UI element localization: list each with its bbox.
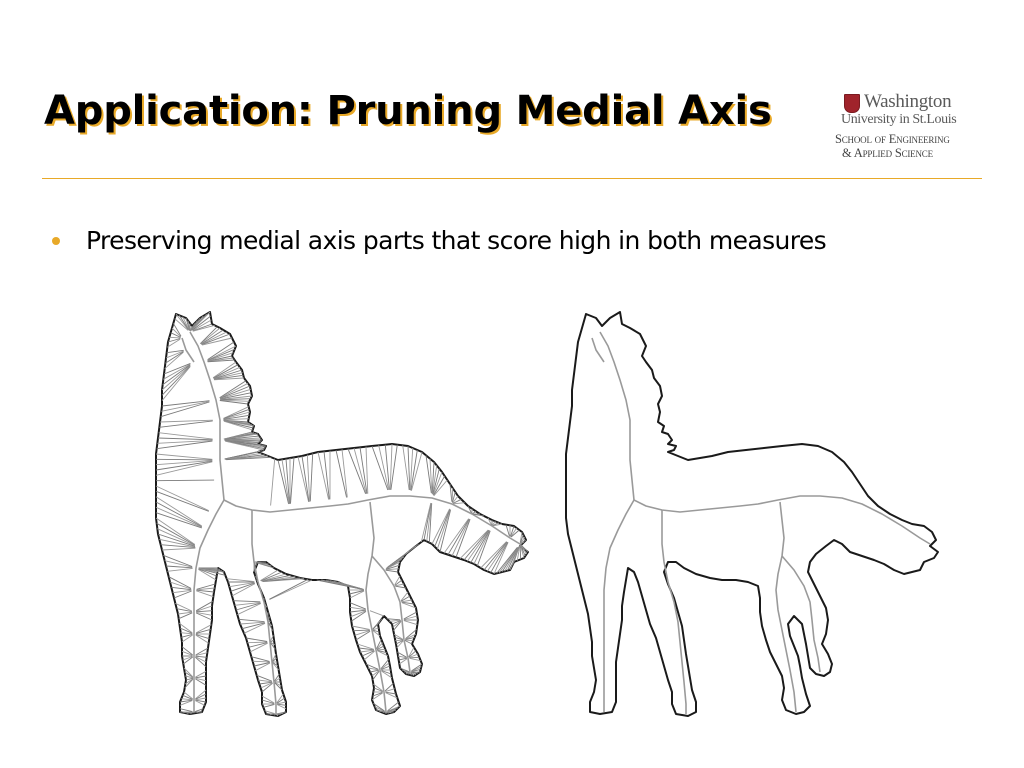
university-logo [830, 92, 990, 160]
medial-axis-spoke [452, 488, 453, 502]
medial-axis-branch [182, 338, 194, 362]
logo-line-university: University in St.Louis [841, 112, 957, 127]
medial-axis-spoke [161, 402, 210, 417]
medial-axis-spoke [156, 486, 209, 511]
medial-axis-lines [156, 312, 528, 716]
medial-axis-spoke [220, 383, 248, 398]
medial-axis-branch [776, 502, 796, 712]
medial-axis-spoke [348, 449, 366, 494]
slide-title: Application: Pruning Medial Axis [44, 88, 772, 134]
horse-pruned-medial-axis-image [550, 300, 950, 720]
medial-axis-spoke [156, 513, 202, 528]
horse-pruned-medial-axis-figure [550, 300, 950, 720]
medial-axis-spoke [227, 579, 255, 582]
medial-axis-spoke [195, 657, 206, 666]
medial-axis-spoke [196, 601, 213, 610]
medial-axis-spoke [271, 459, 275, 506]
medial-axis-spoke [484, 542, 507, 570]
medial-axis-spoke [277, 713, 283, 714]
medial-axis-spoke [156, 480, 214, 481]
university-seal-icon [844, 94, 860, 113]
medial-axis-spoke [263, 704, 274, 707]
medial-axis-spoke [223, 407, 248, 419]
medial-axis-spoke [491, 542, 508, 573]
medial-axis-spoke [156, 459, 212, 460]
pruned-medial-axis-lines [592, 332, 930, 714]
medial-axis-spoke [163, 555, 192, 566]
medial-axis-spoke [444, 519, 469, 554]
medial-axis-spoke [162, 401, 210, 406]
title-divider [42, 178, 982, 179]
medial-axis-spoke [253, 661, 270, 662]
medial-axis-spoke [214, 367, 240, 378]
medial-axis-branch [662, 510, 686, 714]
medial-axis-spoke [454, 503, 465, 504]
medial-axis-spoke [237, 604, 260, 615]
logo-line-school: School of Engineering [835, 132, 950, 146]
bullet-icon [52, 237, 60, 245]
medial-axis-spoke [353, 630, 370, 631]
medial-axis-spoke [156, 454, 212, 459]
medial-axis-spoke [269, 579, 308, 599]
medial-axis-spoke [270, 580, 312, 599]
medial-axis-spoke [352, 626, 370, 630]
medial-axis-spoke [405, 641, 412, 645]
medial-axis-spoke [167, 568, 192, 571]
medial-axis-spoke [405, 640, 413, 641]
medial-axis-spoke [162, 548, 195, 550]
medial-axis-spoke [386, 570, 398, 572]
medial-axis-spoke [268, 621, 270, 622]
medial-axis-spoke [246, 638, 267, 642]
medial-axis-spoke [506, 525, 510, 537]
medial-axis-spoke [163, 365, 191, 385]
medial-axis-spoke [247, 642, 267, 643]
medial-axis-spoke [180, 709, 192, 712]
medial-axis-spoke [354, 448, 366, 494]
medial-axis-branch [194, 500, 224, 712]
medial-axis-spoke [157, 523, 195, 545]
medial-axis-spoke [370, 611, 384, 616]
medial-axis-spoke [161, 401, 209, 411]
logo-line-washington: Washington [864, 91, 952, 112]
medial-axis-spoke [195, 712, 199, 713]
medial-axis-spoke [520, 546, 521, 560]
medial-axis-branch [366, 502, 386, 712]
medial-axis-spoke [351, 611, 366, 621]
medial-axis-spoke [411, 452, 422, 491]
medial-axis-spoke [310, 453, 312, 501]
medial-axis-spoke [409, 657, 419, 658]
logo-line-applied-science: & Applied Science [842, 146, 933, 160]
bullet-text: Preserving medial axis parts that score high in both measures [86, 226, 827, 255]
medial-axis-branch [604, 500, 634, 712]
medial-axis-spoke [473, 511, 477, 513]
medial-axis-spoke [395, 640, 403, 641]
medial-axis-spoke [162, 366, 190, 395]
medial-axis-branch [592, 338, 604, 362]
medial-axis-spoke [169, 337, 180, 338]
medial-axis-spoke [467, 530, 489, 561]
medial-axis-spoke [404, 621, 418, 625]
medial-axis-spoke [452, 519, 470, 556]
medial-axis-spoke [233, 601, 260, 602]
horse-full-medial-axis-image [140, 300, 540, 720]
medial-axis-spoke [377, 649, 385, 650]
medial-axis-branch [600, 332, 634, 500]
bullet-item [52, 226, 826, 255]
medial-axis-spoke [291, 457, 295, 503]
medial-axis-spoke [251, 657, 269, 662]
medial-axis-spoke [239, 619, 265, 621]
horse-full-medial-axis-figure [140, 300, 540, 720]
medial-axis-spoke [474, 531, 490, 564]
medial-axis-spoke [156, 497, 202, 526]
medial-axis-spoke [244, 623, 265, 633]
medial-axis-spoke [156, 507, 202, 527]
